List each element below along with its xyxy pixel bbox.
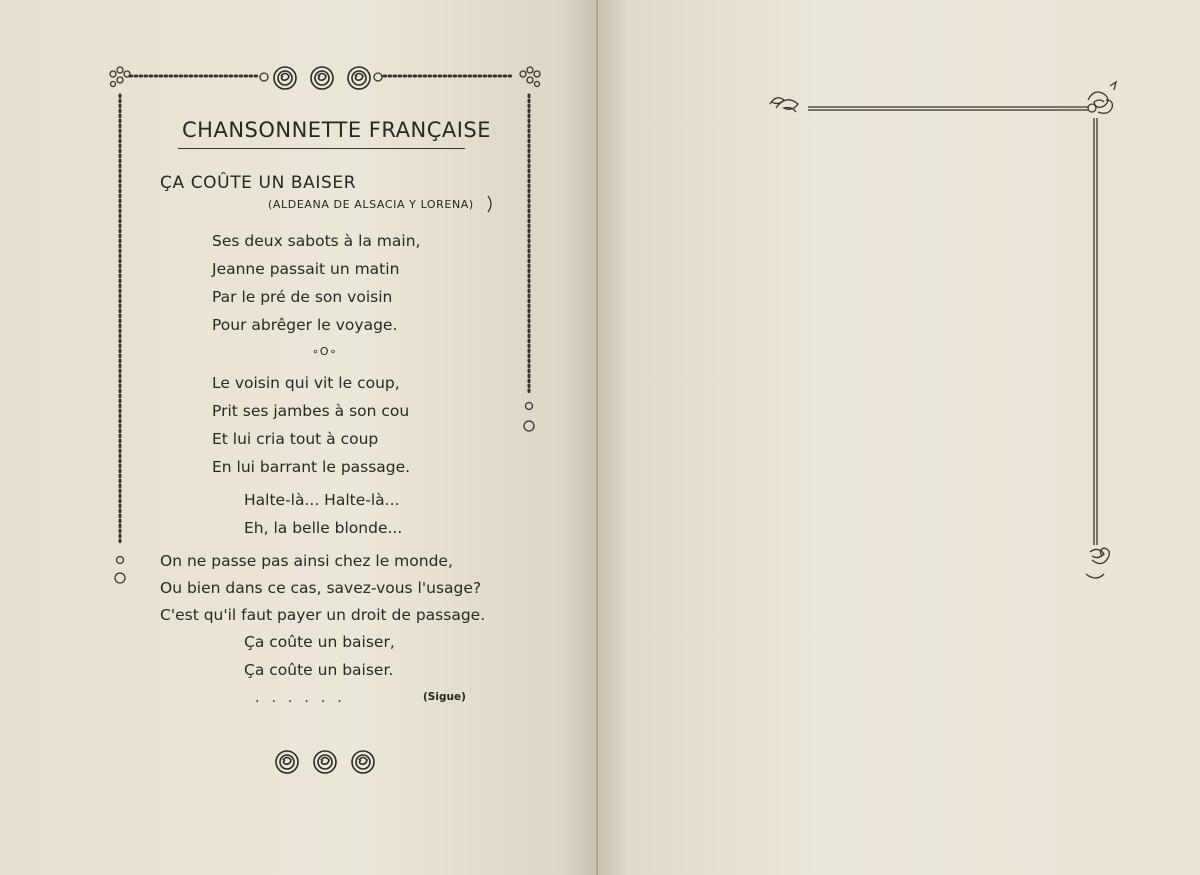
verse-line: On ne passe pas ainsi chez le monde, xyxy=(160,552,453,570)
verse-line: En lui barrant le passage. xyxy=(212,458,411,476)
ellipsis-dots: ...... xyxy=(255,690,354,706)
verse-line: Ça coûte un baiser. xyxy=(244,661,394,679)
verse-line: Ça coûte un baiser, xyxy=(244,633,395,651)
continue-label: (Sigue) xyxy=(423,691,466,703)
verse-line: Halte-là... Halte-là... xyxy=(244,491,400,509)
song-title: ÇA COÛTE UN BAISER xyxy=(160,173,357,193)
page-title: CHANSONNETTE FRANÇAISE xyxy=(182,118,492,142)
song-subtitle: (ALDEANA DE ALSACIA Y LORENA) xyxy=(268,198,474,211)
verse-line: Eh, la belle blonde... xyxy=(244,519,403,537)
verse-line: Par le pré de son voisin xyxy=(212,288,393,306)
left-page xyxy=(0,0,598,875)
verse-line: Prit ses jambes à son cou xyxy=(212,402,410,420)
title-underline xyxy=(178,148,465,149)
stanza-separator: ∘O∘ xyxy=(312,345,338,358)
verse-line: C'est qu'il faut payer un droit de passage. xyxy=(160,606,486,624)
corner-ornament-frame xyxy=(598,0,1200,875)
right-page xyxy=(598,0,1200,875)
verse-line: Ou bien dans ce cas, savez-vous l'usage? xyxy=(160,579,482,597)
verse-line: Ses deux sabots à la main, xyxy=(212,232,421,250)
verse-line: Et lui cria tout à coup xyxy=(212,430,379,448)
verse-line: Jeanne passait un matin xyxy=(212,260,400,278)
verse-line: Le voisin qui vit le coup, xyxy=(212,374,400,392)
verse-line: Pour abrêger le voyage. xyxy=(212,316,398,334)
